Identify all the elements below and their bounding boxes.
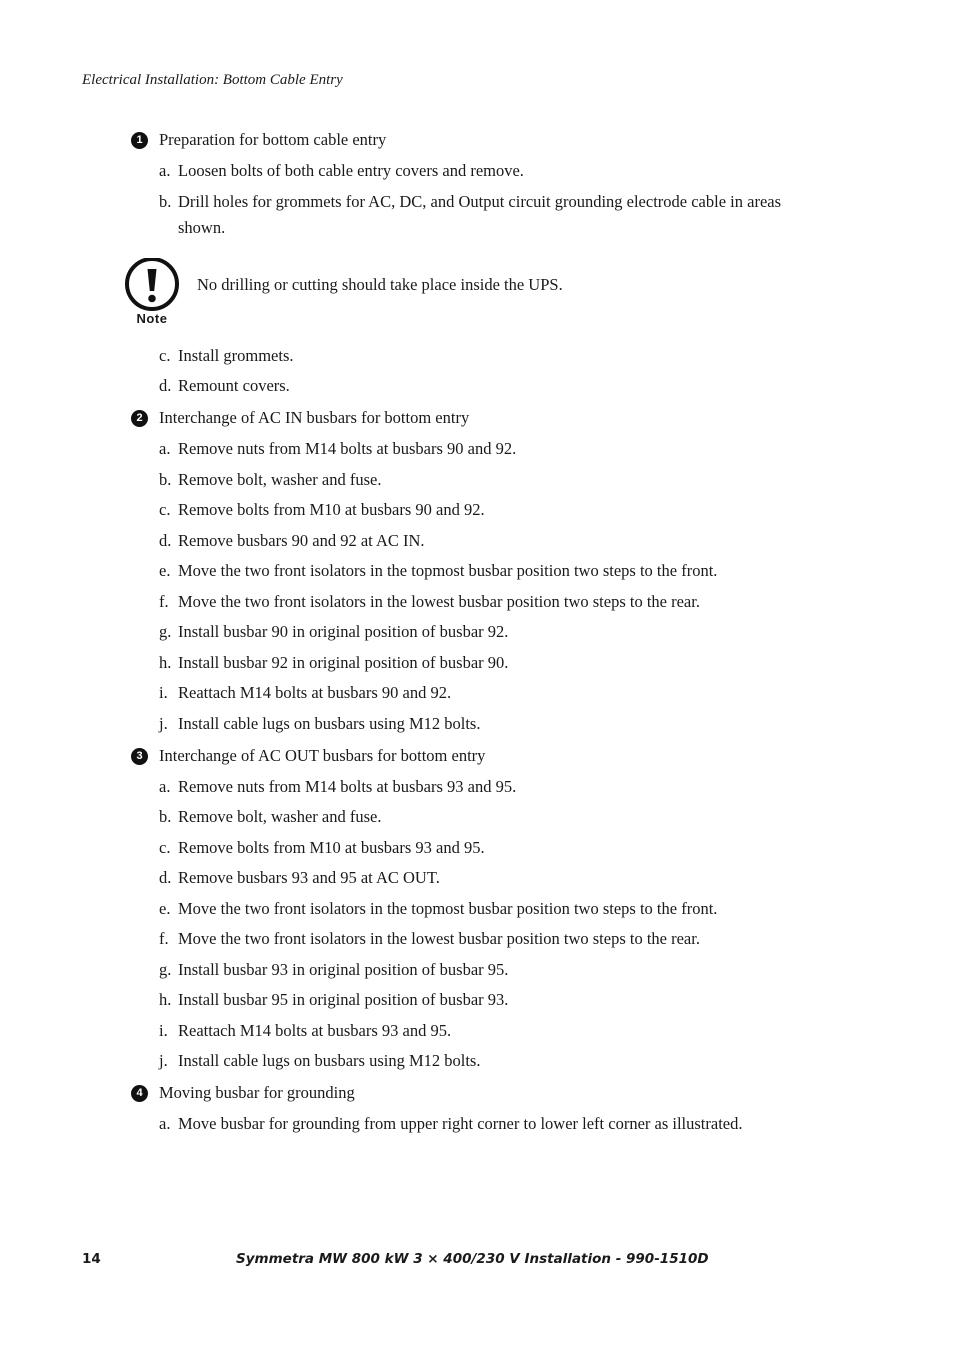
list-item-text: Install busbar 92 in original position of busbar 90. <box>178 652 509 672</box>
list-item-letter: d. <box>159 530 172 550</box>
step-number-badge: 3 <box>131 748 148 765</box>
note-label: Note <box>136 310 168 326</box>
step-number-badge: 2 <box>131 410 148 427</box>
section-1 <box>0 128 954 399</box>
list-item <box>0 680 954 706</box>
list-item-letter: e. <box>159 561 171 580</box>
list-item-letter: i. <box>159 683 168 702</box>
list-item-text: Move the two front isolators in the lowest busbar position two steps to the rear. <box>178 591 700 611</box>
list-item <box>0 865 954 891</box>
list-item-letter: a. <box>159 439 171 458</box>
section-title: Preparation for bottom cable entry <box>159 130 387 149</box>
list-item-letter: a. <box>159 1114 171 1133</box>
list-item-text: Install cable lugs on busbars using M12 bolts. <box>178 1051 481 1070</box>
list-item-text: Remove bolts from M10 at busbars 93 and 95. <box>178 837 485 857</box>
list-item <box>0 835 954 861</box>
list-item-text: Remove nuts from M14 bolts at busbars 90 and 92. <box>178 439 517 458</box>
list-item <box>0 436 954 462</box>
list-item-letter: e. <box>159 898 171 918</box>
list-item-letter: b. <box>159 469 172 489</box>
list-item-letter: f. <box>159 591 169 611</box>
list-item-text: Move busbar for grounding from upper right corner to lower left corner as illustrated. <box>178 1114 743 1133</box>
step-number-badge: 4 <box>131 1085 148 1102</box>
list-item <box>0 497 954 523</box>
list-item-letter: a. <box>159 161 171 180</box>
list-item-letter: c. <box>159 500 171 519</box>
list-item-text: Install grommets. <box>178 345 294 365</box>
list-item-letter: d. <box>159 868 172 887</box>
page-content <box>0 128 954 1144</box>
list-item-letter: d. <box>159 376 172 395</box>
note-callout <box>0 255 954 337</box>
list-item-text: Drill holes for grommets for AC, DC, and Output circuit grounding electrode cable in areas shown. <box>178 191 782 237</box>
list-item <box>0 158 954 184</box>
list-item <box>0 1111 954 1137</box>
section-heading <box>0 744 954 768</box>
list-item-letter: f. <box>159 929 169 948</box>
list-item-letter: c. <box>159 837 171 857</box>
section-2 <box>0 406 954 737</box>
list-item-letter: b. <box>159 807 172 826</box>
running-header: Electrical Installation: Bottom Cable Entry <box>82 72 343 88</box>
list-item-letter: j. <box>159 1051 168 1070</box>
section-heading <box>0 1081 954 1105</box>
step-number-badge: 1 <box>131 132 148 149</box>
sections-list <box>0 406 954 1137</box>
list-item-text: Remount covers. <box>178 376 290 395</box>
list-item-text: Remove busbars 90 and 92 at AC IN. <box>178 530 425 550</box>
list-item <box>0 711 954 737</box>
list-item <box>0 804 954 830</box>
section-title: Moving busbar for grounding <box>159 1083 355 1102</box>
list-item-text: Reattach M14 bolts at busbars 90 and 92. <box>178 683 452 702</box>
list-item-text: Reattach M14 bolts at busbars 93 and 95. <box>178 1020 452 1040</box>
list-item <box>0 558 954 584</box>
list-item-letter: j. <box>159 713 168 733</box>
section-heading <box>0 406 954 430</box>
list-item-letter: c. <box>159 345 171 365</box>
list-item-letter: h. <box>159 652 172 672</box>
list-item-text: Install busbar 93 in original position of busbar 95. <box>178 959 509 979</box>
list-item <box>0 589 954 615</box>
list-item-letter: g. <box>159 959 172 979</box>
list-item <box>0 1048 954 1074</box>
list-item-letter: i. <box>159 1020 168 1040</box>
list-item-text: Install busbar 95 in original position of busbar 93. <box>178 990 509 1009</box>
list-item-text: Remove nuts from M14 bolts at busbars 93 and 95. <box>178 776 517 796</box>
section-4 <box>0 1081 954 1137</box>
list-item <box>0 1018 954 1044</box>
list-item-text: Move the two front isolators in the lowest busbar position two steps to the rear. <box>178 929 700 948</box>
list-item-text: Remove bolt, washer and fuse. <box>178 807 382 826</box>
list-item-letter: h. <box>159 990 172 1009</box>
list-item-letter: g. <box>159 622 172 641</box>
list-item-letter: b. <box>159 191 172 211</box>
list-item-letter: a. <box>159 776 171 796</box>
section-title: Interchange of AC IN busbars for bottom entry <box>159 408 470 427</box>
list-item <box>0 926 954 952</box>
list-item-text: Loosen bolts of both cable entry covers and remove. <box>178 161 524 180</box>
list-item <box>0 987 954 1013</box>
section-3 <box>0 744 954 1075</box>
list-item <box>0 650 954 676</box>
list-item-text: Remove bolt, washer and fuse. <box>178 469 382 489</box>
list-item-text: Install cable lugs on busbars using M12 bolts. <box>178 713 481 733</box>
page-number: 14 <box>82 1251 101 1267</box>
section-title: Interchange of AC OUT busbars for bottom entry <box>159 745 486 765</box>
list-item-text: Remove busbars 93 and 95 at AC OUT. <box>178 868 440 887</box>
list-item <box>0 189 954 241</box>
list-item <box>0 957 954 983</box>
list-item <box>0 343 954 369</box>
list-item-text: Install busbar 90 in original position of busbar 92. <box>178 622 509 641</box>
document-title: Symmetra MW 800 kW 3 × 400/230 V Installation - 990-1510D <box>236 1251 709 1267</box>
list-item <box>0 774 954 800</box>
list-item <box>0 896 954 922</box>
list-item <box>0 467 954 493</box>
list-item-text: Move the two front isolators in the topmost busbar position two steps to the front. <box>178 561 718 580</box>
section-heading <box>0 128 954 152</box>
list-item <box>0 528 954 554</box>
list-item-text: Move the two front isolators in the topmost busbar position two steps to the front. <box>178 898 718 918</box>
note-text: No drilling or cutting should take place inside the UPS. <box>197 274 563 294</box>
list-item <box>0 619 954 645</box>
list-item <box>0 373 954 399</box>
list-item-text: Remove bolts from M10 at busbars 90 and 92. <box>178 500 485 519</box>
